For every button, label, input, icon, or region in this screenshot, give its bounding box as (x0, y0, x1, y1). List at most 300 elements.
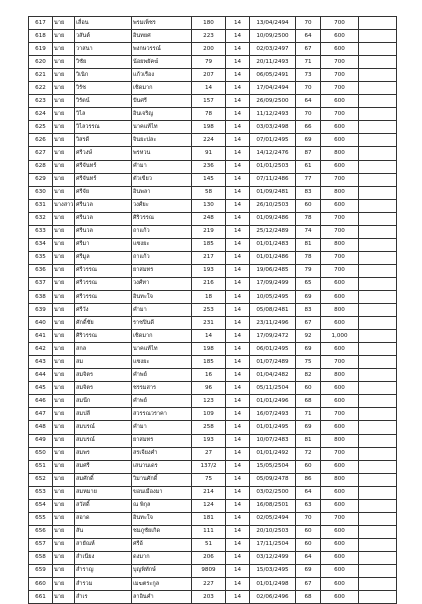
title-prefix-cell: นาย (53, 591, 75, 604)
row-number-cell: 657 (29, 538, 53, 551)
table-row (29, 82, 397, 95)
signature-cell (359, 43, 397, 56)
first-name-cell: วิไล (75, 108, 132, 121)
last-name-cell: บุญพิทักษ์ (132, 564, 192, 577)
row-number-cell: 642 (29, 343, 53, 356)
title-prefix-cell: นาย (53, 421, 75, 434)
birth-date-cell: 17/04/2494 (250, 82, 296, 95)
first-name-cell: ศรีวัง (75, 304, 132, 317)
age-cell: 70 (296, 82, 321, 95)
age-cell: 64 (296, 95, 321, 108)
house-number-cell: 185 (192, 238, 226, 251)
first-name-cell: สมจิตร (75, 369, 132, 382)
last-name-cell: คำมา (132, 160, 192, 173)
allowance-amount-cell: 700 (321, 447, 359, 460)
row-number-cell: 658 (29, 551, 53, 564)
title-prefix-cell: นาย (53, 173, 75, 186)
house-number-cell: 203 (192, 591, 226, 604)
village-number-cell: 14 (226, 304, 250, 317)
house-number-cell: 185 (192, 356, 226, 369)
title-prefix-cell: นาย (53, 225, 75, 238)
house-number-cell: 214 (192, 486, 226, 499)
first-name-cell: ศรีวรรณ (75, 277, 132, 290)
age-cell: 75 (296, 356, 321, 369)
last-name-cell: พรหวน (132, 147, 192, 160)
table-row (29, 212, 397, 225)
first-name-cell: สมปลี (75, 408, 132, 421)
table-row (29, 408, 397, 421)
last-name-cell: คำมา (132, 304, 192, 317)
village-number-cell: 14 (226, 538, 250, 551)
first-name-cell: ศรีนวล (75, 199, 132, 212)
row-number-cell: 625 (29, 121, 53, 134)
age-cell: 77 (296, 173, 321, 186)
last-name-cell: ตัวเขียว (132, 173, 192, 186)
birth-date-cell: 17/09/2499 (250, 277, 296, 290)
village-number-cell: 14 (226, 160, 250, 173)
house-number-cell: 124 (192, 499, 226, 512)
house-number-cell: 16 (192, 369, 226, 382)
last-name-cell: ศิริวรรณ (132, 212, 192, 225)
village-number-cell: 14 (226, 499, 250, 512)
birth-date-cell: 16/07/2493 (250, 408, 296, 421)
title-prefix-cell: นาย (53, 304, 75, 317)
row-number-cell: 629 (29, 173, 53, 186)
village-number-cell: 14 (226, 330, 250, 343)
title-prefix-cell: นาย (53, 395, 75, 408)
title-prefix-cell: นาย (53, 369, 75, 382)
last-name-cell: ณ พิกุล (132, 499, 192, 512)
village-number-cell: 14 (226, 173, 250, 186)
first-name-cell: สอาด (75, 512, 132, 525)
row-number-cell: 627 (29, 147, 53, 160)
title-prefix-cell: นาย (53, 212, 75, 225)
village-number-cell: 14 (226, 69, 250, 82)
last-name-cell: สวรรณวราคา (132, 408, 192, 421)
first-name-cell: ศรีนวล (75, 225, 132, 238)
row-number-cell: 618 (29, 30, 53, 43)
birth-date-cell: 19/06/2485 (250, 264, 296, 277)
row-number-cell: 659 (29, 564, 53, 577)
house-number-cell: 58 (192, 186, 226, 199)
table-row (29, 304, 397, 317)
house-number-cell: 200 (192, 43, 226, 56)
age-cell: 74 (296, 225, 321, 238)
last-name-cell: คำพย์ (132, 369, 192, 382)
allowance-amount-cell: 700 (321, 512, 359, 525)
house-number-cell: 224 (192, 134, 226, 147)
last-name-cell: วงศ์ทา (132, 277, 192, 290)
signature-cell (359, 251, 397, 264)
house-number-cell: 137/2 (192, 460, 226, 473)
first-name-cell: วิไลวรรณ (75, 121, 132, 134)
house-number-cell: 231 (192, 317, 226, 330)
village-number-cell: 14 (226, 147, 250, 160)
title-prefix-cell: นาย (53, 134, 75, 147)
row-number-cell: 634 (29, 238, 53, 251)
birth-date-cell: 06/01/2495 (250, 343, 296, 356)
age-cell: 60 (296, 382, 321, 395)
allowance-amount-cell: 600 (321, 538, 359, 551)
first-name-cell: สมบรณ์ (75, 421, 132, 434)
table-row (29, 317, 397, 330)
allowance-amount-cell: 600 (321, 421, 359, 434)
village-number-cell: 14 (226, 56, 250, 69)
birth-date-cell: 02/06/2496 (250, 591, 296, 604)
signature-cell (359, 591, 397, 604)
last-name-cell: ยาสมทร (132, 264, 192, 277)
row-number-cell: 617 (29, 17, 53, 30)
allowance-amount-cell: 800 (321, 186, 359, 199)
house-number-cell: 181 (192, 512, 226, 525)
birth-date-cell: 10/09/2500 (250, 30, 296, 43)
signature-cell (359, 173, 397, 186)
allowance-amount-cell: 800 (321, 369, 359, 382)
birth-date-cell: 03/02/2500 (250, 486, 296, 499)
first-name-cell: วสันต์ (75, 30, 132, 43)
first-name-cell: ศรีจันทร์ (75, 173, 132, 186)
last-name-cell: ขอนเมืองมา (132, 486, 192, 499)
last-name-cell: ถาแก้ว (132, 251, 192, 264)
age-cell: 68 (296, 591, 321, 604)
birth-date-cell: 17/11/2504 (250, 538, 296, 551)
row-number-cell: 624 (29, 108, 53, 121)
village-number-cell: 14 (226, 225, 250, 238)
row-number-cell: 653 (29, 486, 53, 499)
house-number-cell: 219 (192, 225, 226, 238)
table-row (29, 395, 397, 408)
village-number-cell: 14 (226, 238, 250, 251)
age-cell: 69 (296, 290, 321, 303)
title-prefix-cell: นาย (53, 17, 75, 30)
title-prefix-cell: นาย (53, 578, 75, 591)
house-number-cell: 180 (192, 17, 226, 30)
table-row (29, 447, 397, 460)
title-prefix-cell: นาย (53, 290, 75, 303)
signature-cell (359, 30, 397, 43)
village-number-cell: 14 (226, 290, 250, 303)
table-row (29, 277, 397, 290)
allowance-amount-cell: 600 (321, 43, 359, 56)
row-number-cell: 650 (29, 447, 53, 460)
allowance-amount-cell: 600 (321, 460, 359, 473)
last-name-cell: จินยะปละ (132, 134, 192, 147)
row-number-cell: 647 (29, 408, 53, 421)
house-number-cell: 123 (192, 395, 226, 408)
last-name-cell: อินทะใจ (132, 512, 192, 525)
row-number-cell: 631 (29, 199, 53, 212)
age-cell: 67 (296, 43, 321, 56)
first-name-cell: วาสนา (75, 43, 132, 56)
village-number-cell: 14 (226, 43, 250, 56)
table-row (29, 134, 397, 147)
birth-date-cell: 10/07/2483 (250, 434, 296, 447)
allowance-amount-cell: 800 (321, 238, 359, 251)
age-cell: 69 (296, 421, 321, 434)
title-prefix-cell: นาย (53, 382, 75, 395)
row-number-cell: 623 (29, 95, 53, 108)
title-prefix-cell: นาย (53, 277, 75, 290)
age-cell: 83 (296, 186, 321, 199)
birth-date-cell: 05/08/2481 (250, 304, 296, 317)
first-name-cell: ศรีมา (75, 238, 132, 251)
table-row (29, 564, 397, 577)
age-cell: 67 (296, 317, 321, 330)
title-prefix-cell: นาย (53, 447, 75, 460)
title-prefix-cell: นาย (53, 330, 75, 343)
age-cell: 69 (296, 564, 321, 577)
title-prefix-cell: นาย (53, 82, 75, 95)
title-prefix-cell: นาย (53, 160, 75, 173)
age-cell: 79 (296, 264, 321, 277)
table-row (29, 421, 397, 434)
first-name-cell: วิรัช (75, 82, 132, 95)
last-name-cell: วงศ์ยะ (132, 199, 192, 212)
first-name-cell: สมบรณ์ (75, 434, 132, 447)
birth-date-cell: 26/09/2500 (250, 95, 296, 108)
table-row (29, 238, 397, 251)
house-number-cell: 193 (192, 264, 226, 277)
allowance-amount-cell: 700 (321, 408, 359, 421)
signature-cell (359, 264, 397, 277)
first-name-cell: สมศักดิ์ (75, 473, 132, 486)
signature-cell (359, 538, 397, 551)
first-name-cell: ศักดิ์ชัย (75, 317, 132, 330)
house-number-cell: 216 (192, 277, 226, 290)
first-name-cell: สวัสดิ์ (75, 499, 132, 512)
birth-date-cell: 15/05/2504 (250, 460, 296, 473)
title-prefix-cell: นาย (53, 473, 75, 486)
signature-cell (359, 121, 397, 134)
title-prefix-cell: นาย (53, 69, 75, 82)
house-number-cell: 227 (192, 578, 226, 591)
house-number-cell: 14 (192, 82, 226, 95)
signature-cell (359, 343, 397, 356)
row-number-cell: 655 (29, 512, 53, 525)
birth-date-cell: 01/01/2503 (250, 160, 296, 173)
age-cell: 64 (296, 486, 321, 499)
signature-cell (359, 212, 397, 225)
first-name-cell: ศรีมูล (75, 251, 132, 264)
birth-date-cell: 01/04/2482 (250, 369, 296, 382)
house-number-cell: 9809 (192, 564, 226, 577)
last-name-cell: นาคแท้ไท (132, 121, 192, 134)
signature-cell (359, 330, 397, 343)
village-number-cell: 14 (226, 121, 250, 134)
village-number-cell: 14 (226, 447, 250, 460)
last-name-cell: อินเจริญ (132, 108, 192, 121)
table-row (29, 160, 397, 173)
last-name-cell: อินทยศ (132, 30, 192, 43)
table-row (29, 525, 397, 538)
table-body (29, 17, 397, 604)
birth-date-cell: 06/05/2491 (250, 69, 296, 82)
allowance-amount-cell: 600 (321, 395, 359, 408)
signature-cell (359, 186, 397, 199)
table-row (29, 225, 397, 238)
elderly-allowance-table (28, 16, 397, 604)
table-row (29, 43, 397, 56)
row-number-cell: 633 (29, 225, 53, 238)
row-number-cell: 620 (29, 56, 53, 69)
village-number-cell: 14 (226, 395, 250, 408)
allowance-amount-cell: 600 (321, 277, 359, 290)
village-number-cell: 14 (226, 30, 250, 43)
birth-date-cell: 23/11/2496 (250, 317, 296, 330)
house-number-cell: 78 (192, 108, 226, 121)
signature-cell (359, 225, 397, 238)
allowance-amount-cell: 800 (321, 473, 359, 486)
title-prefix-cell: นาย (53, 147, 75, 160)
birth-date-cell: 03/12/2499 (250, 551, 296, 564)
first-name-cell: สมพร (75, 447, 132, 460)
village-number-cell: 14 (226, 82, 250, 95)
row-number-cell: 646 (29, 395, 53, 408)
age-cell: 73 (296, 69, 321, 82)
allowance-amount-cell: 600 (321, 591, 359, 604)
house-number-cell: 207 (192, 69, 226, 82)
village-number-cell: 14 (226, 578, 250, 591)
birth-date-cell: 05/09/2478 (250, 473, 296, 486)
row-number-cell: 654 (29, 499, 53, 512)
signature-cell (359, 147, 397, 160)
age-cell: 78 (296, 251, 321, 264)
signature-cell (359, 512, 397, 525)
first-name-cell: สัน (75, 525, 132, 538)
house-number-cell: 79 (192, 56, 226, 69)
village-number-cell: 14 (226, 251, 250, 264)
birth-date-cell: 01/01/2496 (250, 395, 296, 408)
last-name-cell: เมฆตระกูล (132, 578, 192, 591)
signature-cell (359, 199, 397, 212)
row-number-cell: 648 (29, 421, 53, 434)
title-prefix-cell: นาย (53, 486, 75, 499)
village-number-cell: 14 (226, 382, 250, 395)
signature-cell (359, 447, 397, 460)
age-cell: 92 (296, 330, 321, 343)
title-prefix-cell: นาย (53, 512, 75, 525)
village-number-cell: 14 (226, 199, 250, 212)
house-number-cell: 96 (192, 382, 226, 395)
allowance-amount-cell: 700 (321, 225, 359, 238)
first-name-cell: สมนึก (75, 395, 132, 408)
title-prefix-cell: นาย (53, 238, 75, 251)
first-name-cell: สมหมาย (75, 486, 132, 499)
first-name-cell: สายัณห์ (75, 538, 132, 551)
row-number-cell: 640 (29, 317, 53, 330)
allowance-amount-cell: 600 (321, 486, 359, 499)
last-name-cell: วิมานศักดิ์ (132, 473, 192, 486)
row-number-cell: 637 (29, 277, 53, 290)
title-prefix-cell: นาย (53, 95, 75, 108)
table-row (29, 147, 397, 160)
table-row (29, 264, 397, 277)
house-number-cell: 206 (192, 551, 226, 564)
age-cell: 72 (296, 447, 321, 460)
signature-cell (359, 82, 397, 95)
first-name-cell: ศรีวรรณ (75, 264, 132, 277)
birth-date-cell: 14/12/2476 (250, 147, 296, 160)
allowance-amount-cell: 600 (321, 382, 359, 395)
house-number-cell: 253 (192, 304, 226, 317)
house-number-cell: 223 (192, 30, 226, 43)
birth-date-cell: 03/03/2498 (250, 121, 296, 134)
birth-date-cell: 07/01/2495 (250, 134, 296, 147)
age-cell: 60 (296, 525, 321, 538)
birth-date-cell: 20/10/2503 (250, 525, 296, 538)
first-name-cell: สำเร (75, 591, 132, 604)
last-name-cell: ศรีอ้ (132, 538, 192, 551)
age-cell: 81 (296, 238, 321, 251)
allowance-amount-cell: 700 (321, 264, 359, 277)
allowance-amount-cell: 600 (321, 30, 359, 43)
birth-date-cell: 01/01/2483 (250, 238, 296, 251)
signature-cell (359, 525, 397, 538)
row-number-cell: 636 (29, 264, 53, 277)
row-number-cell: 645 (29, 382, 53, 395)
first-name-cell: ศิริวรรณ (75, 330, 132, 343)
first-name-cell: เลื่อน (75, 17, 132, 30)
signature-cell (359, 238, 397, 251)
row-number-cell: 649 (29, 434, 53, 447)
row-number-cell: 644 (29, 369, 53, 382)
title-prefix-cell: นาย (53, 264, 75, 277)
house-number-cell: 109 (192, 408, 226, 421)
last-name-cell: ยาสมทร (132, 434, 192, 447)
table-row (29, 173, 397, 186)
first-name-cell: สมศรี (75, 460, 132, 473)
house-number-cell: 18 (192, 290, 226, 303)
village-number-cell: 14 (226, 564, 250, 577)
house-number-cell: 217 (192, 251, 226, 264)
first-name-cell: ศรีจันทร์ (75, 160, 132, 173)
signature-cell (359, 160, 397, 173)
row-number-cell: 619 (29, 43, 53, 56)
first-name-cell: สกล (75, 343, 132, 356)
last-name-cell: คำพย์ (132, 395, 192, 408)
village-number-cell: 14 (226, 212, 250, 225)
signature-cell (359, 277, 397, 290)
village-number-cell: 14 (226, 343, 250, 356)
row-number-cell: 628 (29, 160, 53, 173)
village-number-cell: 14 (226, 473, 250, 486)
first-name-cell: วิชัย (75, 56, 132, 69)
age-cell: 83 (296, 304, 321, 317)
title-prefix-cell: นาย (53, 56, 75, 69)
house-number-cell: 198 (192, 121, 226, 134)
birth-date-cell: 01/07/2489 (250, 356, 296, 369)
title-prefix-cell: นาย (53, 121, 75, 134)
allowance-amount-cell: 700 (321, 356, 359, 369)
row-number-cell: 651 (29, 460, 53, 473)
birth-date-cell: 26/10/2503 (250, 199, 296, 212)
village-number-cell: 14 (226, 369, 250, 382)
signature-cell (359, 17, 397, 30)
signature-cell (359, 69, 397, 82)
allowance-amount-cell: 600 (321, 121, 359, 134)
age-cell: 81 (296, 434, 321, 447)
table-row (29, 512, 397, 525)
house-number-cell: 258 (192, 421, 226, 434)
first-name-cell: วิเนิก (75, 69, 132, 82)
table-row (29, 356, 397, 369)
birth-date-cell: 01/09/2486 (250, 212, 296, 225)
table-row (29, 551, 397, 564)
table-row (29, 186, 397, 199)
village-number-cell: 14 (226, 95, 250, 108)
village-number-cell: 14 (226, 186, 250, 199)
signature-cell (359, 56, 397, 69)
